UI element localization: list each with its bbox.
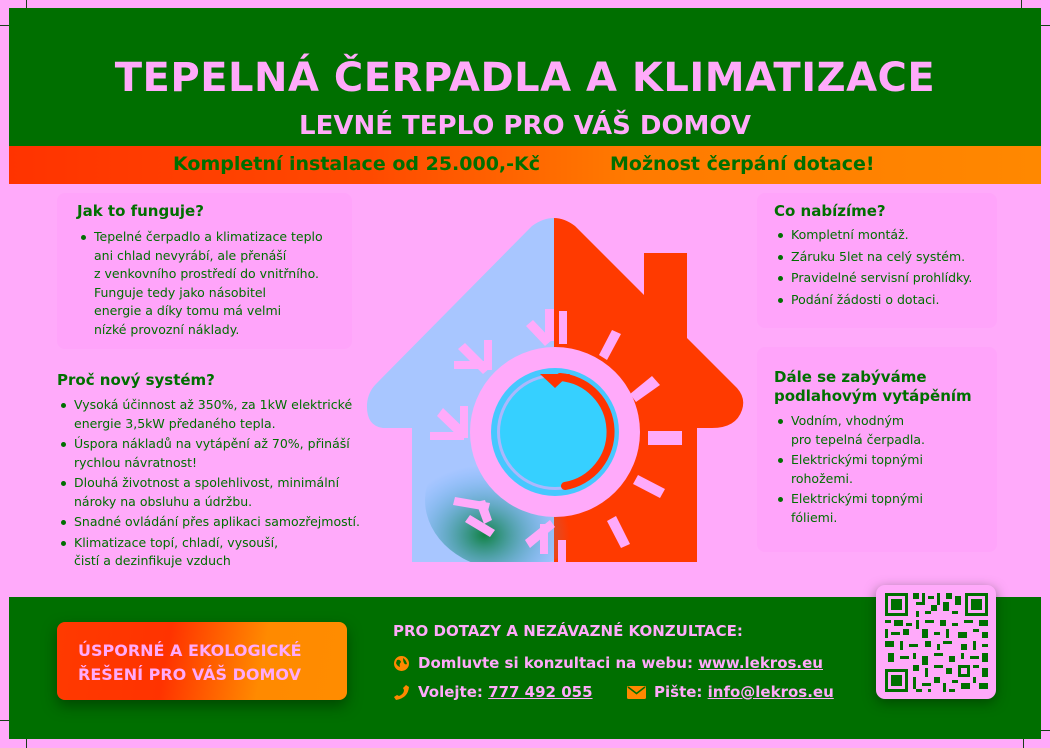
list-item: Kompletní montáž. <box>774 226 997 245</box>
email-link[interactable]: info@lekros.eu <box>707 683 834 701</box>
globe-icon <box>393 655 410 672</box>
offer-card <box>757 193 997 328</box>
list-item: Vysoká účinnost až 350%, za 1kW elektrické energie 3,5kW předaného tepla. <box>57 396 370 433</box>
list-item: Vodním, vhodným pro tepelná čerpadla. <box>774 412 997 449</box>
list-item: Klimatizace topí, chladí, vysouší, čistí a dezinfikuje vzduch <box>57 534 370 571</box>
price-text: Kompletní instalace od 25.000,-Kč <box>173 153 541 175</box>
why-new-system-card <box>40 362 370 584</box>
list-item: Záruku 5let na celý systém. <box>774 248 997 267</box>
page-title: TEPELNÁ ČERPADLA A KLIMATIZACE <box>114 55 936 101</box>
how-it-works-card <box>57 193 352 349</box>
floor-heating-card <box>757 347 997 552</box>
qr-code-pattern <box>876 585 996 699</box>
list-item: Elektrickými topnými fóliemi. <box>774 490 997 527</box>
promo-band <box>9 146 1041 184</box>
subsidy-text: Možnost čerpání dotace! <box>610 153 875 175</box>
eco-solution-banner <box>57 622 347 700</box>
why-new-system-list <box>57 396 370 571</box>
floor-heating-list <box>774 412 997 527</box>
phone-label: Volejte: <box>418 683 483 701</box>
list-item: Pravidelné servisní prohlídky. <box>774 269 997 288</box>
header <box>9 8 1041 146</box>
web-label: Domluvte si konzultaci na webu: <box>418 654 693 672</box>
how-it-works-heading: Jak to funguje? <box>77 202 204 220</box>
thermostat-knob <box>470 347 640 517</box>
list-item: Tepelné čerpadlo a klimatizace teplo ani chlad nevyrábí, ale přenáší z venkovního prostředí do vnitřního. Funguje tedy jako násobitel energie a díky tomu má velmi nízké provozní náklady. <box>77 228 352 340</box>
phone-icon <box>393 684 410 701</box>
website-link[interactable]: www.lekros.eu <box>698 654 823 672</box>
envelope-icon <box>627 685 646 700</box>
offer-heading: Co nabízíme? <box>774 202 886 220</box>
cta-line-2: ŘEŠENÍ PRO VÁŠ DOMOV <box>78 665 301 684</box>
list-item: Úspora nákladů na vytápění až 70%, přináší rychlou návratnost! <box>57 435 370 472</box>
contact-heading: PRO DOTAZY A NEZÁVAZNÉ KONZULTACE: <box>393 622 743 640</box>
cta-line-1: ÚSPORNÉ A EKOLOGICKÉ <box>78 641 302 660</box>
list-item: Snadné ovládání přes aplikaci samozřejmostí. <box>57 513 370 532</box>
email-contact-row <box>627 682 834 702</box>
email-label: Pište: <box>654 683 703 701</box>
list-item: Elektrickými topnými rohožemi. <box>774 451 997 488</box>
floor-heating-heading: Dále se zabýváme podlahovým vytápěním <box>774 368 972 405</box>
list-item: Podání žádosti o dotaci. <box>774 291 997 310</box>
qr-code[interactable] <box>876 585 996 699</box>
heat-pump-house-illustration <box>360 200 750 572</box>
page-subtitle: LEVNÉ TEPLO PRO VÁŠ DOMOV <box>299 111 751 141</box>
web-contact-row <box>393 653 823 673</box>
offer-list <box>774 226 997 309</box>
phone-link[interactable]: 777 492 055 <box>488 683 593 701</box>
list-item: Dlouhá životnost a spolehlivost, minimální nároky na obsluhu a údržbu. <box>57 474 370 511</box>
why-new-system-heading: Proč nový systém? <box>57 371 215 389</box>
phone-contact-row <box>393 682 593 702</box>
how-it-works-list <box>77 228 352 340</box>
